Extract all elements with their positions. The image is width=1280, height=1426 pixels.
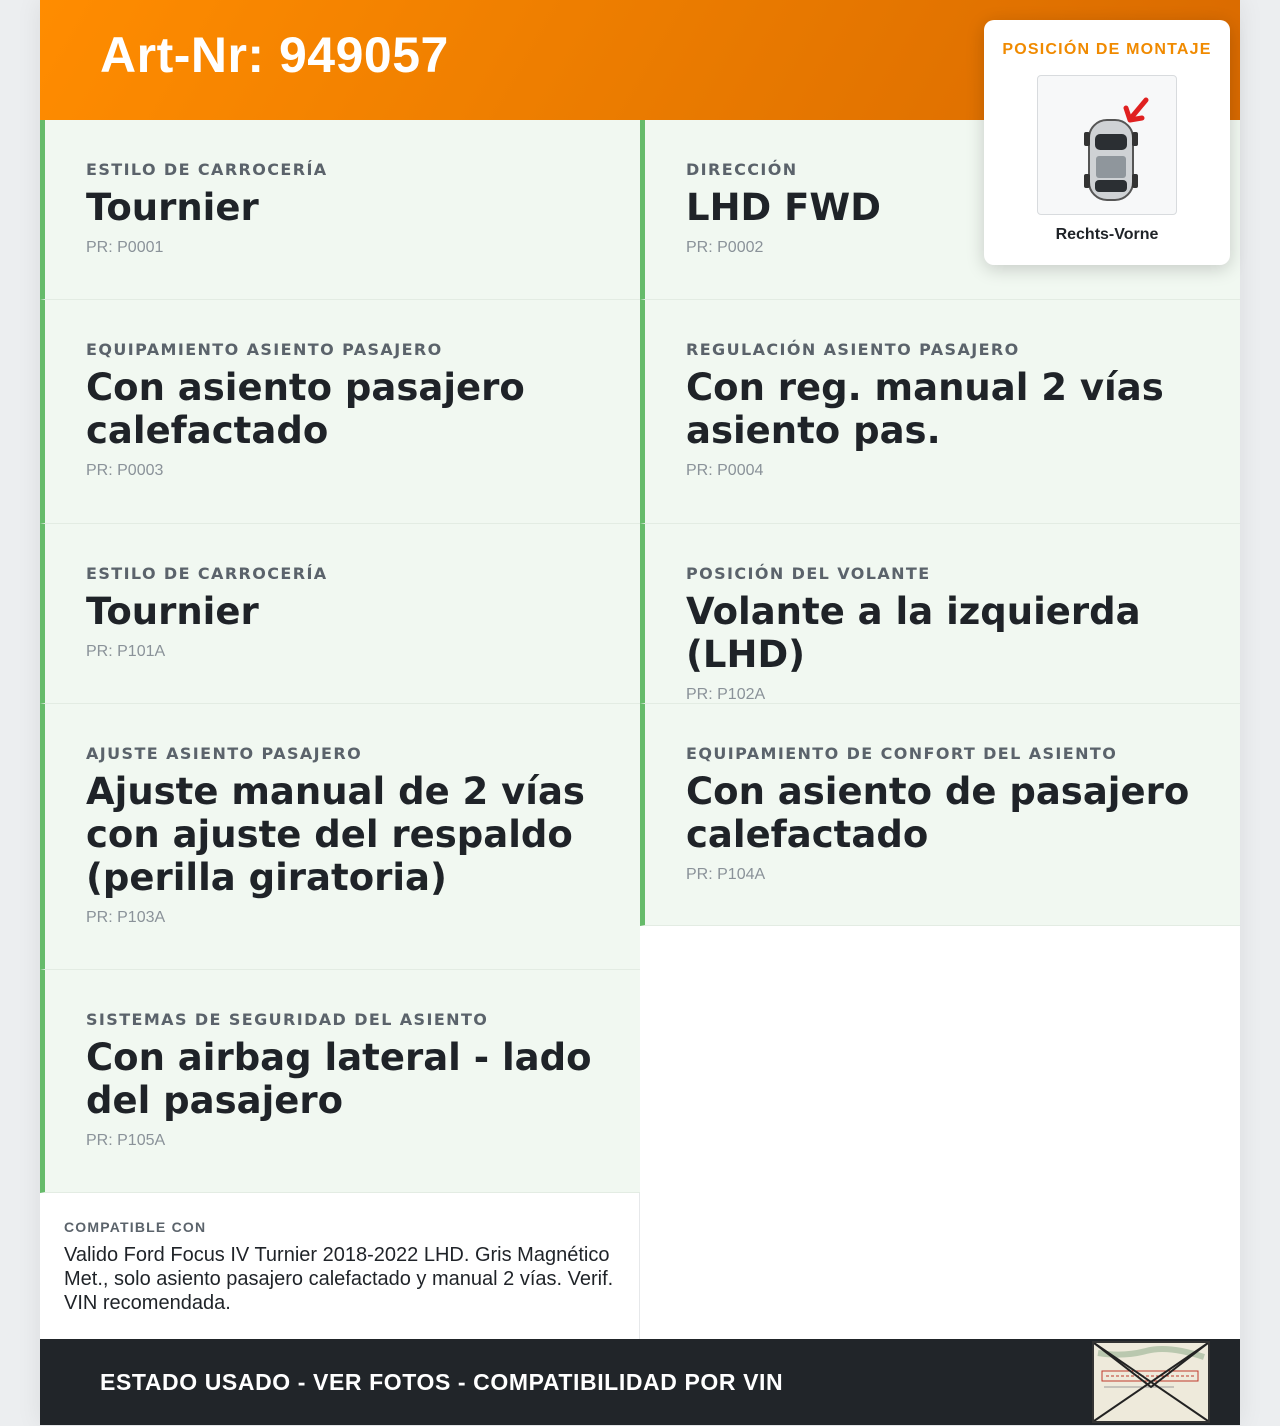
compatibility-section [40,1193,640,1339]
mounting-position-title: POSICIÓN DE MONTAJE [1002,41,1212,58]
spec-cell-passenger-seat-regulation [640,300,1240,524]
spec-label: EQUIPAMIENTO DE CONFORT DEL ASIENTO [686,744,1118,763]
spec-value: Con airbag lateral - lado del pasajero [86,1036,592,1122]
spec-pr-code: PR: P101A [86,643,166,660]
compatibility-label: COMPATIBLE CON [64,1219,207,1235]
envelope-stamp-icon [1092,1341,1210,1423]
spec-value: Tournier [86,186,259,229]
mounting-position-card [984,20,1230,265]
mounting-position-value: Rechts-Vorne [1055,226,1159,243]
spec-value: Ajuste manual de 2 vías con ajuste del respaldo (perilla giratoria) [86,770,585,899]
spec-value: Con asiento pasajero calefactado [86,366,525,452]
spec-cell-body-style [40,120,640,300]
spec-label: ESTILO DE CARROCERÍA [86,564,328,583]
product-sheet [40,0,1240,1425]
spec-pr-code: PR: P0002 [686,239,764,256]
article-number-title: Art-Nr: 949057 [100,27,449,83]
spec-pr-code: PR: P104A [686,866,766,883]
spec-label: AJUSTE ASIENTO PASAJERO [86,744,363,763]
spec-pr-code: PR: P102A [686,686,766,703]
footer-text: ESTADO USADO - VER FOTOS - COMPATIBILIDAD POR VIN [100,1369,784,1395]
spec-label: EQUIPAMIENTO ASIENTO PASAJERO [86,340,443,359]
spec-pr-code: PR: P0004 [686,462,764,479]
spec-pr-code: PR: P0003 [86,462,164,479]
spec-label: SISTEMAS DE SEGURIDAD DEL ASIENTO [86,1010,489,1029]
spec-cell-seat-comfort [640,704,1240,926]
spec-value: LHD FWD [686,186,881,229]
spec-value: Volante a la izquierda (LHD) [686,590,1141,676]
spec-pr-code: PR: P0001 [86,239,164,256]
spec-cell-passenger-seat-equipment [40,300,640,524]
spec-cell-steering-position [640,524,1240,704]
spec-cell-passenger-seat-adjustment [40,704,640,970]
spec-value: Con reg. manual 2 vías asiento pas. [686,366,1164,452]
spec-label: POSICIÓN DEL VOLANTE [686,564,931,583]
spec-pr-code: PR: P105A [86,1132,166,1149]
spec-label: ESTILO DE CARROCERÍA [86,160,328,179]
footer-bar [40,1339,1240,1425]
car-top-view-icon [1037,75,1177,215]
spec-cell-seat-safety [40,970,640,1193]
spec-value: Con asiento de pasajero calefactado [686,770,1190,856]
compatibility-text: Valido Ford Focus IV Turnier 2018-2022 LHD. Gris Magnético Met., solo asiento pasajero calefactado y manual 2 vías. Verif. VIN recomendada. [64,1244,614,1314]
spec-pr-code: PR: P103A [86,909,166,926]
spec-label: DIRECCIÓN [686,160,798,179]
spec-label: REGULACIÓN ASIENTO PASAJERO [686,340,1020,359]
spec-value: Tournier [86,590,259,633]
spec-cell-body-style-2 [40,524,640,704]
